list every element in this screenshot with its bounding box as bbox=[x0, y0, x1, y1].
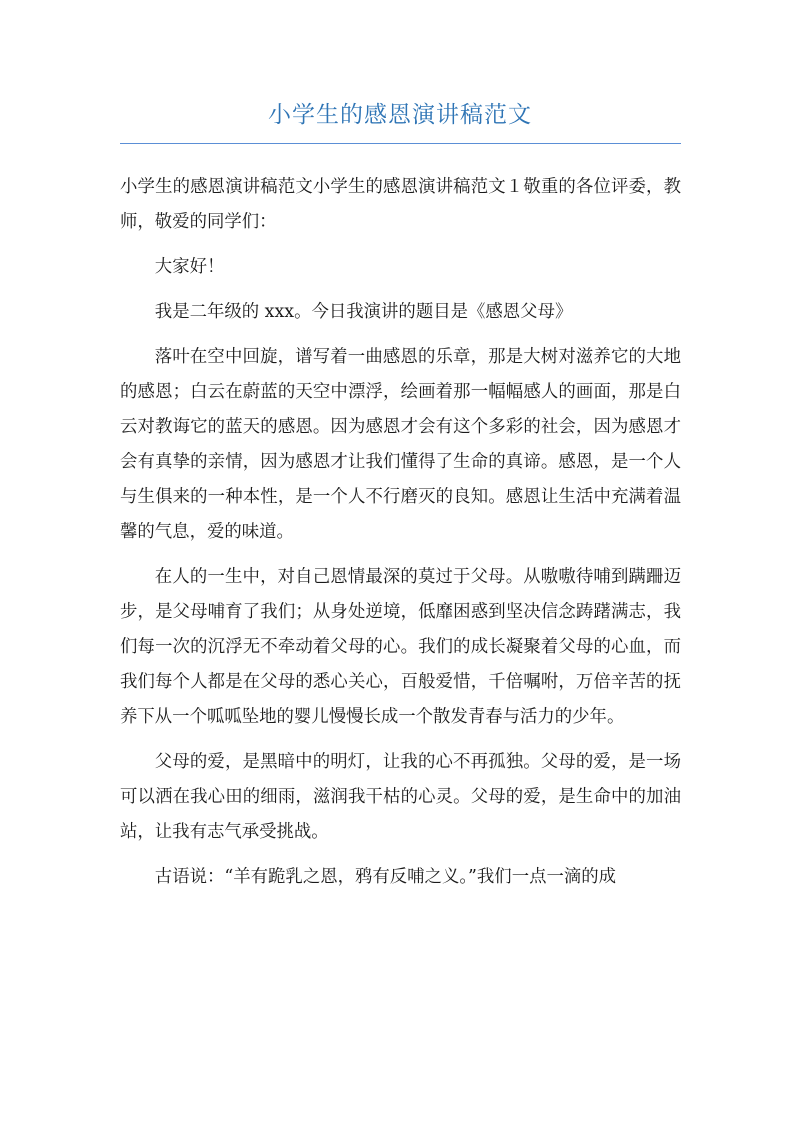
paragraph-parents-care: 在人的一生中，对自己恩情最深的莫过于父母。从嗷嗷待哺到蹒跚迈步，是父母哺育了我们；从身处逆境，低靡困惑到坚决信念踌躇满志，我们每一次的沉浮无不牵动着父母的心。我们的成长凝聚着父母的心血，而我们每个人都是在父母的悉心关心，百般爱惜，千倍嘱咐，万倍辛苦的抚养下从一个呱呱坠地的婴儿慢慢长成一个散发青春与活力的少年。 bbox=[120, 567, 681, 727]
title-underline bbox=[120, 143, 681, 144]
paragraph-parents-love: 父母的爱，是黑暗中的明灯，让我的心不再孤独。父母的爱，是一场可以洒在我心田的细雨，滋润我干枯的心灵。父母的爱，是生命中的加油站，让我有志气承受挑战。 bbox=[120, 752, 681, 842]
paragraph-intro: 小学生的感恩演讲稿范文小学生的感恩演讲稿范文１敬重的各位评委，教师，敬爱的同学们： bbox=[120, 177, 681, 232]
paragraph-gratitude-nature: 落叶在空中回旋，谱写着一曲感恩的乐章，那是大树对滋养它的大地的感恩；白云在蔚蓝的天空中漂浮，绘画着那一幅幅感人的画面，那是白云对教诲它的蓝天的感恩。因为感恩才会有这个多彩的社会，因为感恩才会有真挚的亲情，因为感恩才让我们懂得了生命的真谛。感恩，是一个人与生俱来的一种本性，是一个人不行磨灭的良知。感恩让生活中充满着温馨的气息，爱的味道。 bbox=[120, 347, 681, 542]
document-title: 小学生的感恩演讲稿范文 bbox=[268, 102, 532, 128]
document-body bbox=[120, 170, 681, 905]
paragraph-greeting: 大家好！ bbox=[154, 257, 225, 277]
paragraph-topic: 我是二年级的 xxx。今日我演讲的题目是《感恩父母》 bbox=[154, 302, 573, 322]
paragraph-proverb: 古语说：“羊有跪乳之恩，鸦有反哺之义。”我们一点一滴的成 bbox=[154, 867, 617, 887]
